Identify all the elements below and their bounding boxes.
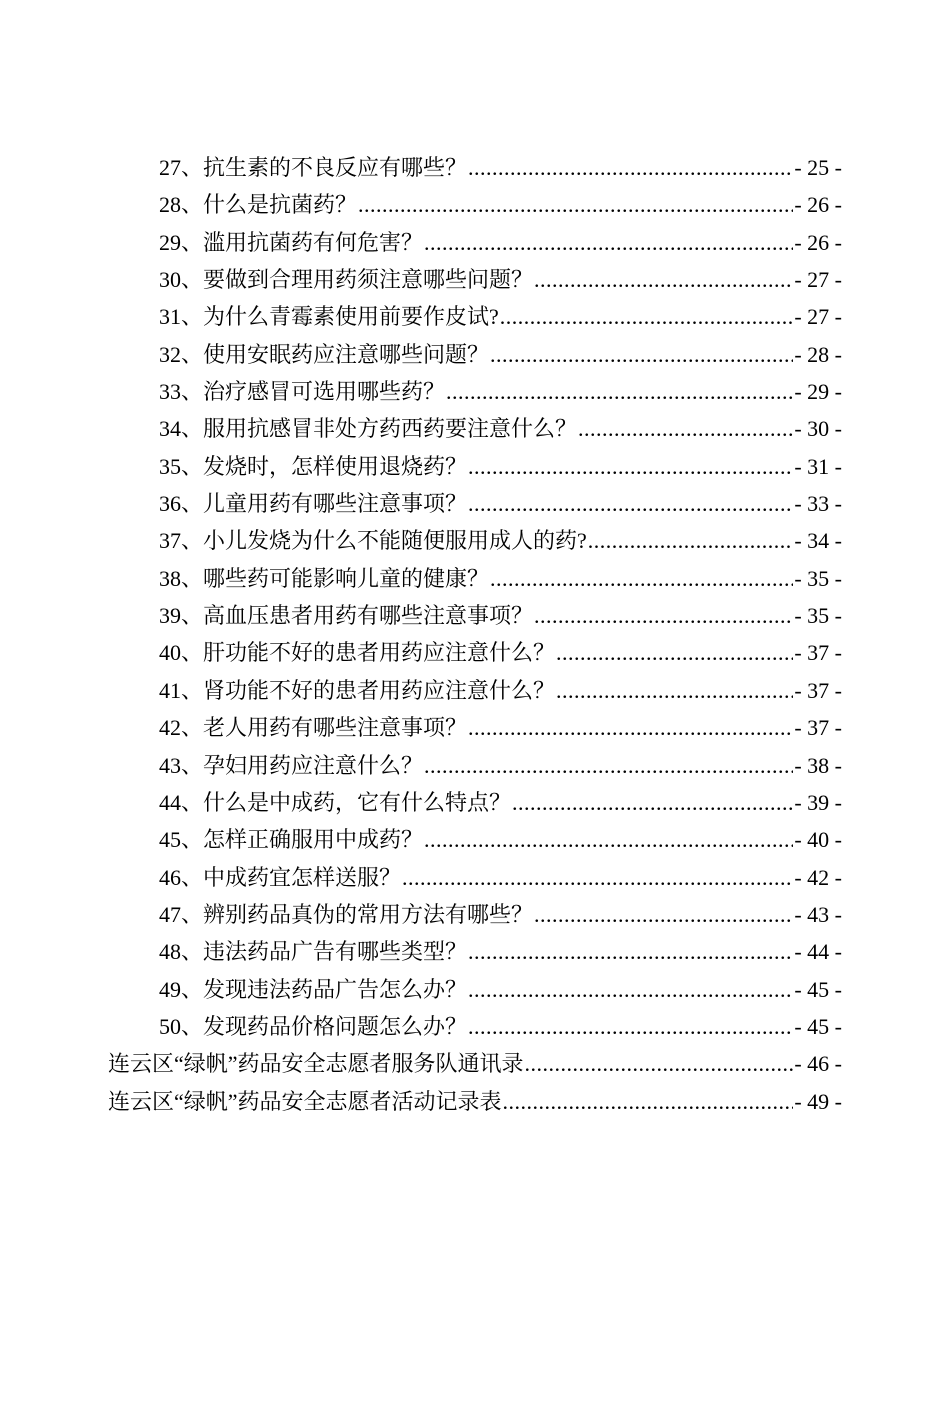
toc-entry[interactable] [108,672,842,709]
toc-entry-title: 34、服用抗感冒非处方药西药要注意什么？ [159,416,578,442]
toc-entry-page-number: - 40 - [794,827,842,853]
toc-entry-title: 32、使用安眠药应注意哪些问题？ [159,341,490,367]
toc-entry-page-number: - 33 - [794,491,842,517]
toc-entry-page-number: - 49 - [794,1088,842,1114]
toc-entry-title: 41、肾功能不好的患者用药应注意什么？ [159,677,556,703]
toc-entry-title: 46、中成药宜怎样送服？ [159,864,402,890]
toc-dot-leader [358,186,793,223]
toc-entry-page-number: - 29 - [794,379,842,405]
toc-entry[interactable] [108,709,842,746]
toc-dot-leader [468,448,793,485]
toc-entry-page-number: - 26 - [794,229,842,255]
toc-entry[interactable] [108,933,842,970]
toc-entry-page-number: - 28 - [794,341,842,367]
toc-entry-title: 31、为什么青霉素使用前要作皮试? [159,304,499,330]
toc-entry-title: 39、高血压患者用药有哪些注意事项？ [159,603,534,629]
toc-entry[interactable] [108,896,842,933]
toc-entry-title: 28、什么是抗菌药？ [159,192,358,218]
toc-entry-title: 连云区“绿帆”药品安全志愿者活动记录表 [108,1088,502,1114]
toc-entry-title: 连云区“绿帆”药品安全志愿者服务队通讯录 [108,1051,524,1077]
toc-entry-page-number: - 46 - [794,1051,842,1077]
toc-entry-title: 30、要做到合理用药须注意哪些问题？ [159,267,534,293]
toc-dot-leader [468,709,793,746]
toc-entry-title: 44、什么是中成药，它有什么特点？ [159,789,512,815]
toc-dot-leader [468,971,793,1008]
toc-dot-leader [468,485,793,522]
toc-entry-title: 37、小儿发烧为什么不能随便服用成人的药? [159,528,587,554]
toc-entry-title: 43、孕妇用药应注意什么？ [159,752,424,778]
toc-entry[interactable] [108,634,842,671]
toc-entry-page-number: - 37 - [794,640,842,666]
toc-dot-leader [468,149,793,186]
toc-entry[interactable] [108,485,842,522]
toc-dot-leader [424,821,793,858]
toc-entry-title: 42、老人用药有哪些注意事项？ [159,715,468,741]
toc-entry-page-number: - 38 - [794,752,842,778]
toc-entry-page-number: - 43 - [794,901,842,927]
table-of-contents [108,149,842,1120]
toc-entry[interactable] [108,410,842,447]
toc-entry-title: 36、儿童用药有哪些注意事项？ [159,491,468,517]
toc-dot-leader [424,747,793,784]
toc-entry[interactable] [108,784,842,821]
toc-entry[interactable] [108,336,842,373]
toc-dot-leader [556,672,793,709]
toc-entry-page-number: - 34 - [794,528,842,554]
toc-entry-page-number: - 42 - [794,864,842,890]
toc-entry-title: 40、肝功能不好的患者用药应注意什么？ [159,640,556,666]
toc-entry-title: 27、抗生素的不良反应有哪些？ [159,155,468,180]
toc-dot-leader [468,933,793,970]
toc-dot-leader [424,224,793,261]
toc-entry[interactable] [108,186,842,223]
toc-dot-leader [534,261,793,298]
toc-dot-leader [588,522,794,559]
toc-dot-leader [490,336,793,373]
toc-entry-page-number: - 37 - [794,677,842,703]
toc-entry[interactable] [108,298,842,335]
toc-entry[interactable] [108,261,842,298]
toc-entry[interactable] [108,522,842,559]
toc-entry-page-number: - 25 - [794,155,842,180]
toc-entry-title: 50、发现药品价格问题怎么办？ [159,1013,468,1039]
toc-entry[interactable] [108,859,842,896]
toc-entry-title: 45、怎样正确服用中成药？ [159,827,424,853]
toc-dot-leader [468,1008,793,1045]
toc-entry[interactable] [108,971,842,1008]
toc-dot-leader [402,859,793,896]
toc-entry-page-number: - 27 - [794,304,842,330]
toc-entry[interactable] [108,149,842,186]
toc-dot-leader [534,597,793,634]
toc-entry-title: 48、违法药品广告有哪些类型？ [159,939,468,965]
toc-entry-page-number: - 45 - [794,1013,842,1039]
toc-entry-page-number: - 44 - [794,939,842,965]
toc-entry[interactable] [108,448,842,485]
toc-entry[interactable] [108,1083,842,1120]
toc-dot-leader [446,373,793,410]
toc-dot-leader [500,298,794,335]
toc-entry-page-number: - 35 - [794,565,842,591]
toc-entry[interactable] [108,560,842,597]
toc-entry[interactable] [108,1008,842,1045]
toc-dot-leader [556,634,793,671]
toc-dot-leader [512,784,793,821]
toc-entry[interactable] [108,597,842,634]
toc-entry-page-number: - 30 - [794,416,842,442]
toc-entry-title: 47、辨别药品真伪的常用方法有哪些？ [159,901,534,927]
toc-entry-page-number: - 37 - [794,715,842,741]
toc-entry-page-number: - 35 - [794,603,842,629]
toc-entry-page-number: - 27 - [794,267,842,293]
toc-entry-title: 35、发烧时，怎样使用退烧药？ [159,453,468,479]
toc-entry-page-number: - 31 - [794,453,842,479]
toc-entry-page-number: - 26 - [794,192,842,218]
toc-dot-leader [490,560,793,597]
toc-entry-title: 29、滥用抗菌药有何危害？ [159,229,424,255]
toc-dot-leader [534,896,793,933]
toc-entry[interactable] [108,224,842,261]
toc-entry[interactable] [108,747,842,784]
toc-entry-title: 33、治疗感冒可选用哪些药？ [159,379,446,405]
toc-entry[interactable] [108,373,842,410]
toc-entry-page-number: - 39 - [794,789,842,815]
toc-dot-leader [525,1045,794,1082]
toc-dot-leader [578,410,793,447]
toc-dot-leader [503,1083,794,1120]
toc-entry-page-number: - 45 - [794,976,842,1002]
toc-entry-title: 38、哪些药可能影响儿童的健康？ [159,565,490,591]
toc-entry[interactable] [108,1045,842,1082]
toc-entry[interactable] [108,821,842,858]
toc-entry-title: 49、发现违法药品广告怎么办？ [159,976,468,1002]
